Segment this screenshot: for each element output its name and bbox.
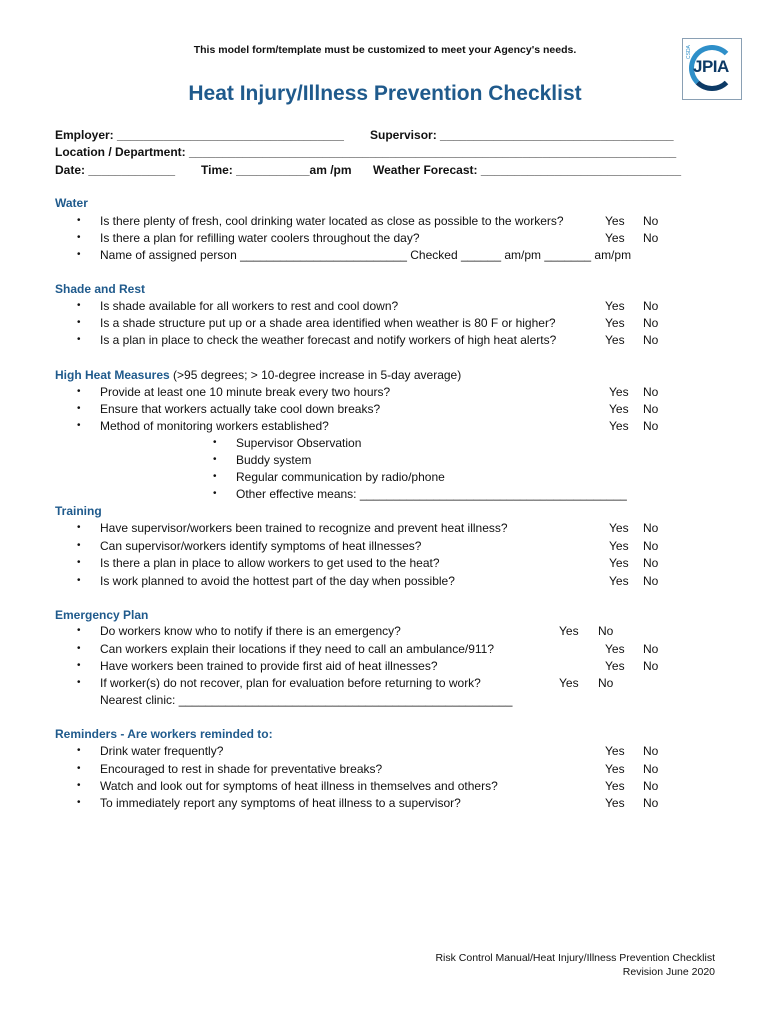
training-2-yes[interactable]: Yes (609, 539, 629, 553)
section-heading-reminders: Reminders - Are workers reminded to: (55, 727, 273, 741)
customization-notice: This model form/template must be customized to meet your Agency's needs. (193, 44, 577, 56)
bullet: • (77, 403, 81, 414)
time-field[interactable]: Time: ___________am /pm (201, 163, 352, 177)
reminders-item-2: Encouraged to rest in shade for preventative breaks? (100, 762, 383, 776)
bullet: • (77, 317, 81, 328)
reminders-3-no[interactable]: No (643, 779, 659, 793)
high-heat-heading: High Heat Measures (55, 368, 170, 382)
shade-3-yes[interactable]: Yes (605, 333, 625, 347)
monitoring-option-2: Buddy system (236, 453, 312, 467)
logo-small-text: CSDA (686, 45, 692, 59)
training-3-no[interactable]: No (643, 556, 659, 570)
date-field[interactable]: Date: _____________ (55, 163, 176, 177)
section-heading-emergency: Emergency Plan (55, 608, 149, 622)
employer-field[interactable]: Employer: __________________________________ (55, 128, 344, 142)
emergency-3-yes[interactable]: Yes (605, 659, 625, 673)
high-heat-2-no[interactable]: No (643, 402, 659, 416)
training-4-yes[interactable]: Yes (609, 574, 629, 588)
monitoring-option-3: Regular communication by radio/phone (236, 470, 445, 484)
shade-2-yes[interactable]: Yes (605, 316, 625, 330)
reminders-item-4: To immediately report any symptoms of heat illness to a supervisor? (100, 796, 461, 810)
bullet: • (77, 215, 81, 226)
emergency-2-yes[interactable]: Yes (605, 642, 625, 656)
reminders-2-no[interactable]: No (643, 762, 659, 776)
shade-item-2: Is a shade structure put up or a shade area identified when weather is 80 F or higher? (100, 316, 556, 330)
shade-1-yes[interactable]: Yes (605, 299, 625, 313)
high-heat-item-3: Method of monitoring workers established? (100, 419, 329, 433)
shade-item-1: Is shade available for all workers to rest and cool down? (100, 299, 399, 313)
training-1-yes[interactable]: Yes (609, 521, 629, 535)
footer-line-2: Revision June 2020 (622, 966, 715, 978)
bullet: • (77, 557, 81, 568)
section-heading-water: Water (55, 196, 88, 210)
bullet: • (213, 454, 217, 465)
bullet: • (77, 745, 81, 756)
reminders-item-1: Drink water frequently? (100, 744, 224, 758)
bullet: • (77, 763, 81, 774)
bullet: • (77, 797, 81, 808)
bullet: • (77, 522, 81, 533)
high-heat-item-1: Provide at least one 10 minute break every two hours? (100, 385, 391, 399)
water-item-2: Is there a plan for refilling water coolers throughout the day? (100, 231, 420, 245)
shade-1-no[interactable]: No (643, 299, 659, 313)
high-heat-2-yes[interactable]: Yes (609, 402, 629, 416)
high-heat-1-yes[interactable]: Yes (609, 385, 629, 399)
bullet: • (77, 334, 81, 345)
nearest-clinic-field[interactable]: Nearest clinic: __________________________________________________ (100, 693, 513, 707)
high-heat-1-no[interactable]: No (643, 385, 659, 399)
training-4-no[interactable]: No (643, 574, 659, 588)
emergency-item-4: If worker(s) do not recover, plan for evaluation before returning to work? (100, 676, 481, 690)
section-heading-high-heat (55, 368, 461, 382)
reminders-4-no[interactable]: No (643, 796, 659, 810)
supervisor-field[interactable]: Supervisor: ___________________________________ (370, 128, 674, 142)
bullet: • (77, 249, 81, 260)
reminders-1-no[interactable]: No (643, 744, 659, 758)
shade-3-no[interactable]: No (643, 333, 659, 347)
emergency-1-no[interactable]: No (598, 624, 614, 638)
water-1-yes[interactable]: Yes (605, 214, 625, 228)
shade-item-3: Is a plan in place to check the weather forecast and notify workers of high heat alerts? (100, 333, 557, 347)
bullet: • (77, 540, 81, 551)
water-1-no[interactable]: No (643, 214, 659, 228)
section-heading-shade: Shade and Rest (55, 282, 146, 296)
high-heat-item-2: Ensure that workers actually take cool down breaks? (100, 402, 381, 416)
water-2-yes[interactable]: Yes (605, 231, 625, 245)
section-heading-training: Training (55, 504, 102, 518)
footer-line-1: Risk Control Manual/Heat Injury/Illness Prevention Checklist (435, 952, 715, 964)
bullet: • (77, 232, 81, 243)
logo-text: JPIA (693, 57, 729, 76)
reminders-1-yes[interactable]: Yes (605, 744, 625, 758)
reminders-3-yes[interactable]: Yes (605, 779, 625, 793)
emergency-item-3: Have workers been trained to provide first aid of heat illnesses? (100, 659, 438, 673)
training-2-no[interactable]: No (643, 539, 659, 553)
emergency-item-2: Can workers explain their locations if they need to call an ambulance/911? (100, 642, 495, 656)
emergency-4-yes[interactable]: Yes (559, 676, 579, 690)
bullet: • (77, 780, 81, 791)
bullet: • (213, 488, 217, 499)
training-item-2: Can supervisor/workers identify symptoms of heat illnesses? (100, 539, 422, 553)
training-item-4: Is work planned to avoid the hottest part of the day when possible? (100, 574, 455, 588)
water-item-3[interactable]: Name of assigned person _________________________ Checked ______ am/pm _______ am/pm (100, 248, 632, 262)
emergency-1-yes[interactable]: Yes (559, 624, 579, 638)
bullet: • (77, 386, 81, 397)
bullet: • (77, 677, 81, 688)
high-heat-3-no[interactable]: No (643, 419, 659, 433)
weather-field[interactable]: Weather Forecast: ______________________________ (373, 163, 682, 177)
training-1-no[interactable]: No (643, 521, 659, 535)
training-item-1: Have supervisor/workers been trained to recognize and prevent heat illness? (100, 521, 508, 535)
high-heat-3-yes[interactable]: Yes (609, 419, 629, 433)
page-title: Heat Injury/Illness Prevention Checklist (188, 82, 582, 105)
reminders-4-yes[interactable]: Yes (605, 796, 625, 810)
water-2-no[interactable]: No (643, 231, 659, 245)
emergency-item-1: Do workers know who to notify if there is an emergency? (100, 624, 401, 638)
bullet: • (77, 300, 81, 311)
reminders-2-yes[interactable]: Yes (605, 762, 625, 776)
bullet: • (77, 643, 81, 654)
emergency-4-no[interactable]: No (598, 676, 614, 690)
reminders-item-3: Watch and look out for symptoms of heat illness in themselves and others? (100, 779, 498, 793)
high-heat-note: (>95 degrees; > 10-degree increase in 5-day average) (169, 368, 462, 382)
training-item-3: Is there a plan in place to allow workers to get used to the heat? (100, 556, 440, 570)
training-3-yes[interactable]: Yes (609, 556, 629, 570)
bullet: • (77, 575, 81, 586)
bullet: • (213, 437, 217, 448)
location-field[interactable]: Location / Department: _________________________________________________________________________ (55, 145, 677, 159)
bullet: • (77, 625, 81, 636)
bullet: • (77, 660, 81, 671)
water-item-1: Is there plenty of fresh, cool drinking water located as close as possible to the workers? (100, 214, 564, 228)
emergency-3-no[interactable]: No (643, 659, 659, 673)
emergency-2-no[interactable]: No (643, 642, 659, 656)
shade-2-no[interactable]: No (643, 316, 659, 330)
monitoring-option-4[interactable]: Other effective means: ________________________________________ (236, 487, 627, 501)
bullet: • (77, 420, 81, 431)
monitoring-option-1: Supervisor Observation (236, 436, 362, 450)
bullet: • (213, 471, 217, 482)
